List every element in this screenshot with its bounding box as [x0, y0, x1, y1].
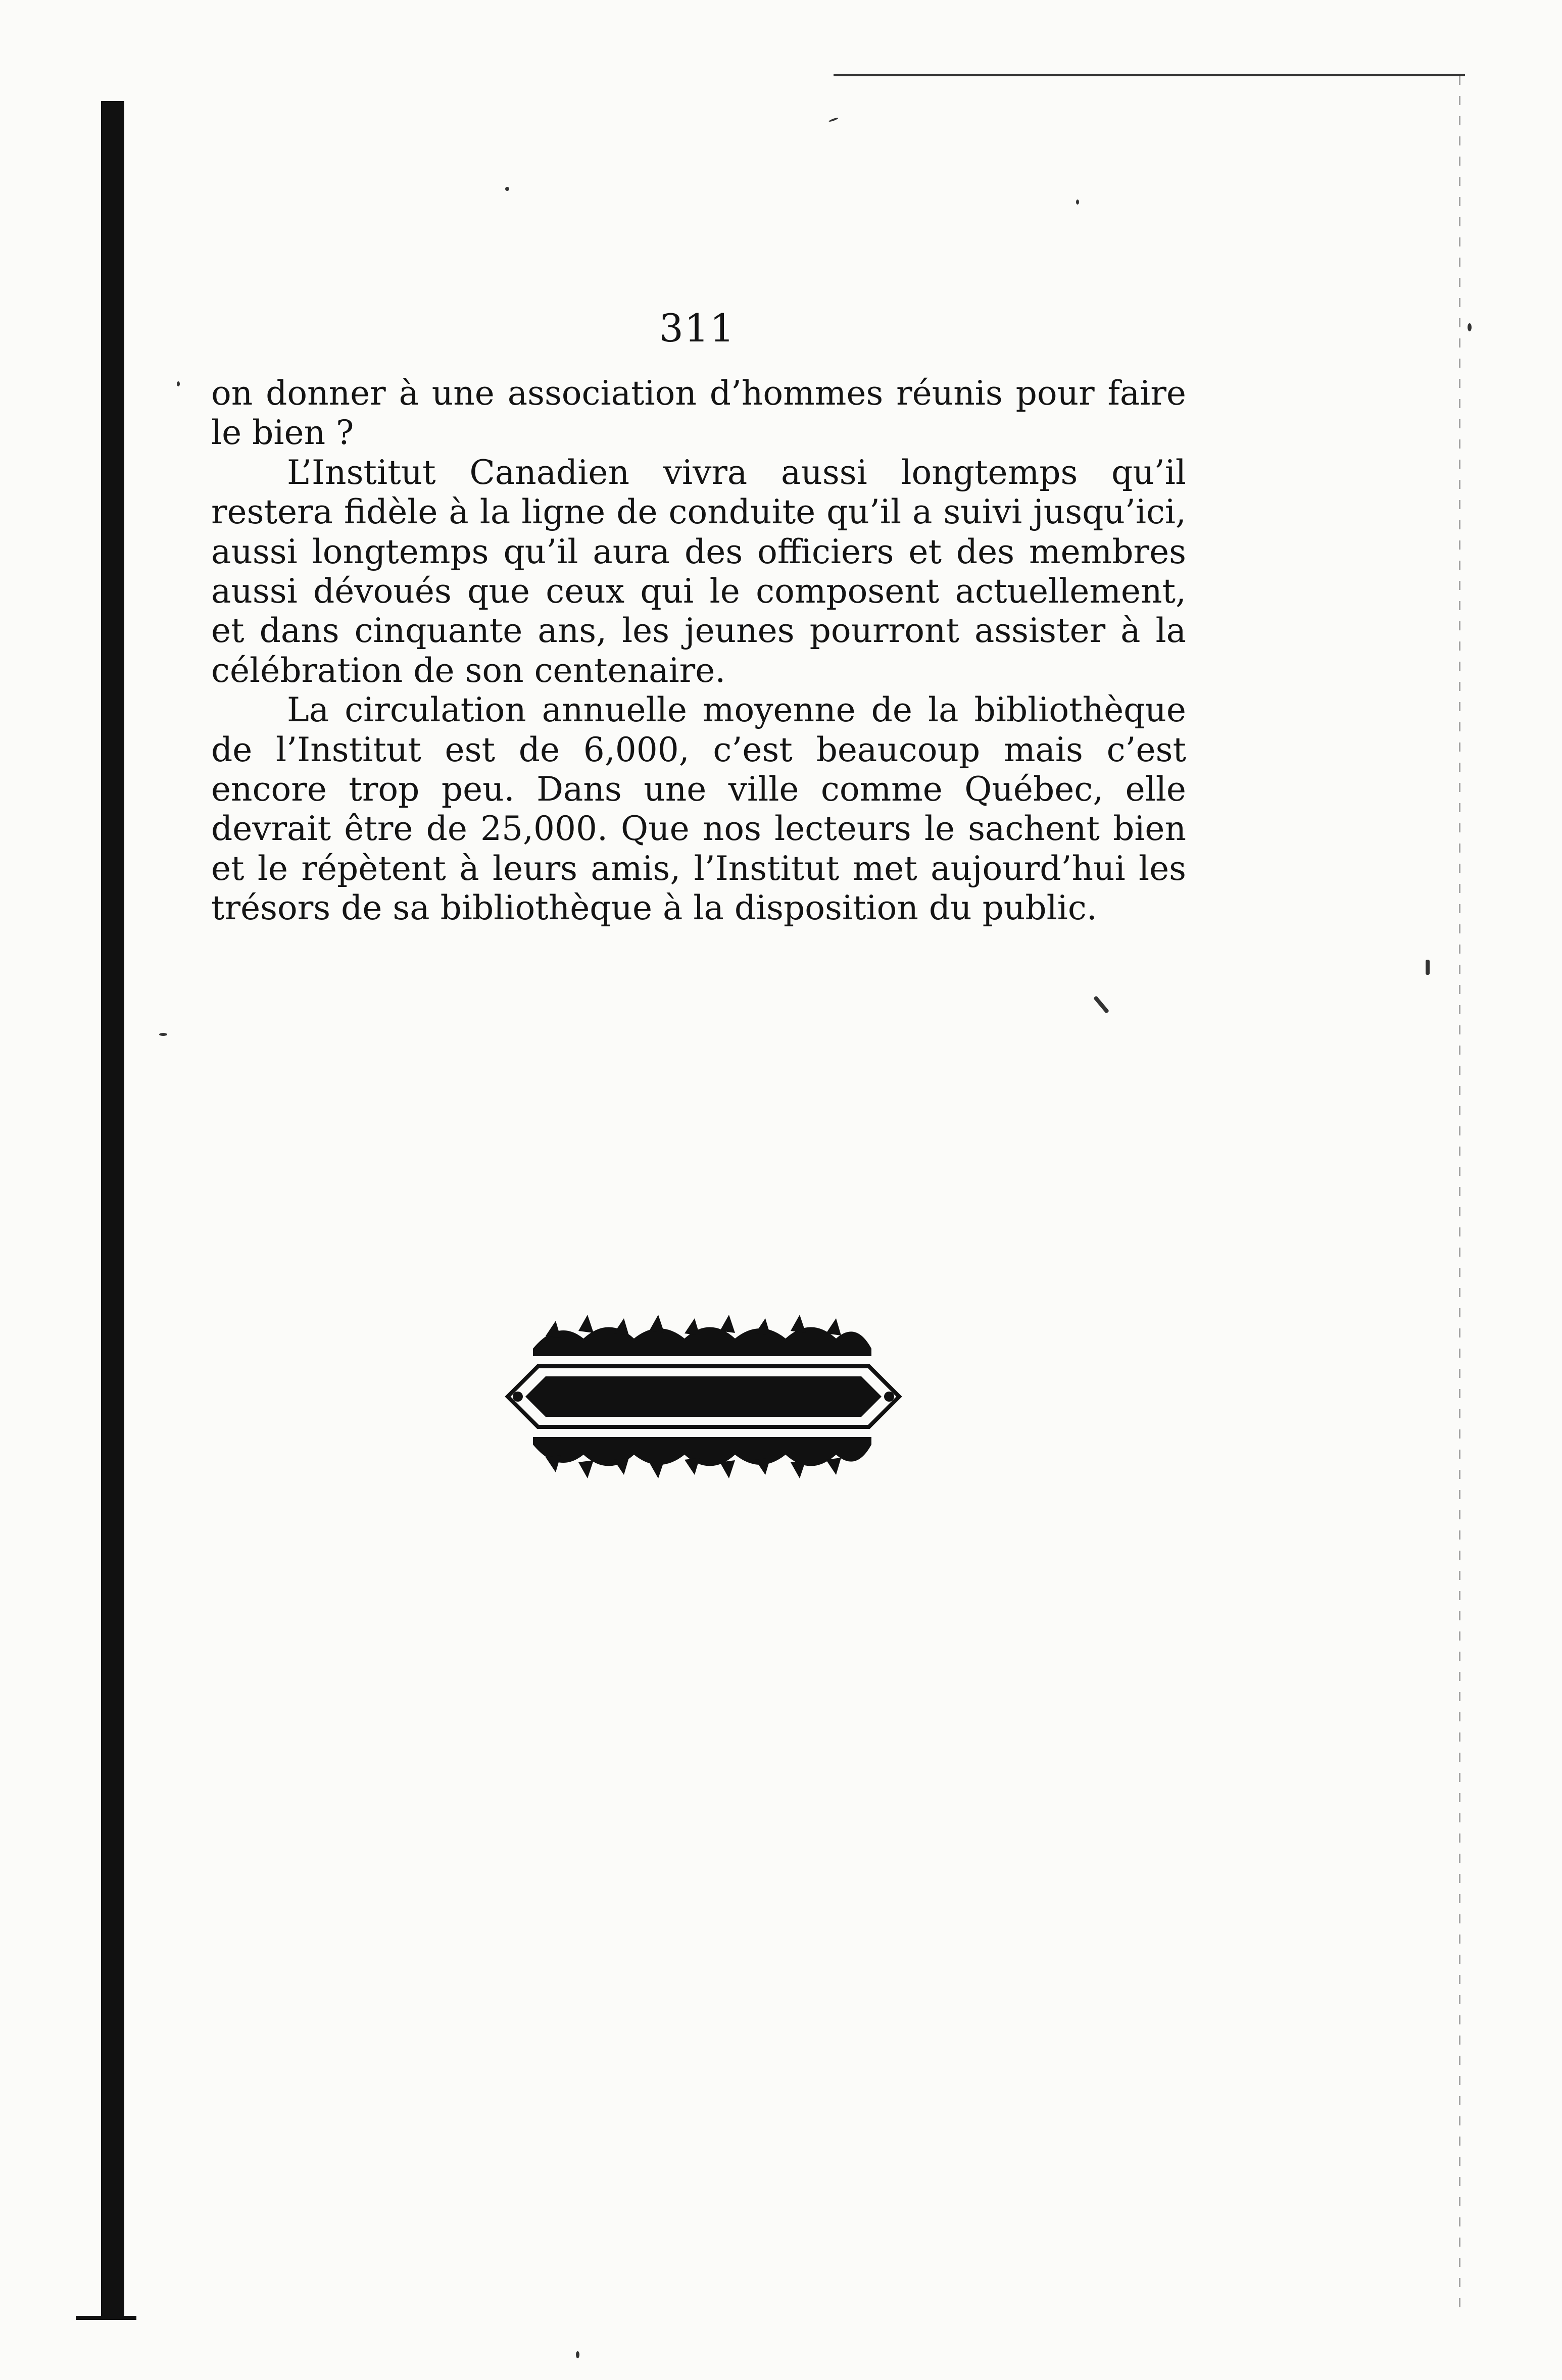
page-number: 311 — [659, 306, 736, 351]
garland-top — [533, 1315, 871, 1356]
paragraph-continuation: on donner à une association d’hommes réunis pour faire le bien ? — [211, 374, 1186, 453]
binding-edge — [101, 101, 124, 2318]
scan-speck — [1076, 200, 1079, 205]
scan-speck — [828, 117, 839, 123]
paragraph: L’Institut Canadien vivra aussi longtemps qu’il restera fidèle à la ligne de conduite qu’il a suivi jusqu’ici, aussi longtemps qu’il aura des officiers et des membres aussi dévoués que ceux qui le composent actuellement, et dans cinquante ans, les jeunes pourront assister à la célébration de son centenaire. — [211, 453, 1186, 690]
scan-speck — [1093, 996, 1109, 1014]
scan-speck — [505, 187, 509, 191]
icq-ornament — [498, 1308, 909, 1485]
page-frame-right — [1459, 76, 1460, 2308]
page-frame-top — [834, 74, 1465, 76]
icq-ornament-graphic — [498, 1308, 909, 1485]
body-text — [211, 374, 1186, 928]
binding-edge-foot — [76, 2316, 136, 2320]
scan-speck — [159, 1033, 167, 1036]
garland-bottom — [533, 1437, 871, 1478]
ornament-banner — [508, 1366, 899, 1427]
paragraph: La circulation annuelle moyenne de la bibliothèque de l’Institut est de 6,000, c’est beaucoup mais c’est encore trop peu. Dans une ville comme Québec, elle devrait être de 25,000. Que nos lecteurs le sachent bien et le répètent à leurs amis, l’Institut met aujourd’hui les trésors de sa bibliothèque à la disposition du public. — [211, 690, 1186, 928]
scan-speck — [177, 381, 180, 386]
scan-speck — [1468, 323, 1472, 331]
scan-speck — [1426, 960, 1430, 975]
scan-speck — [576, 2351, 579, 2358]
